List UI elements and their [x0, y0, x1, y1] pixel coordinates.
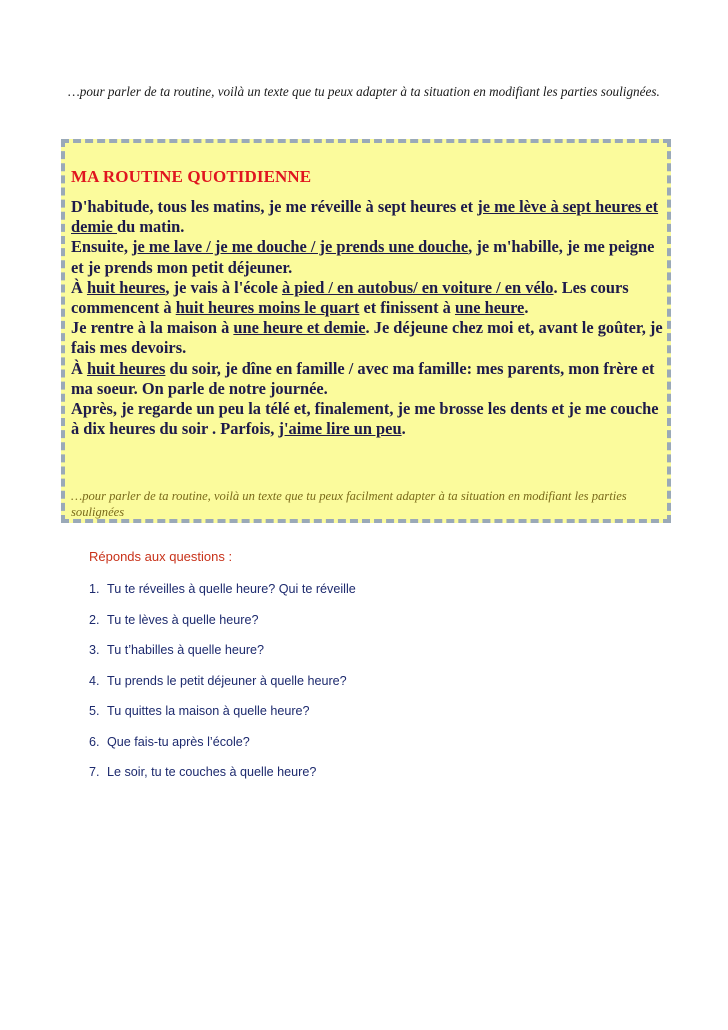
question-item: [89, 765, 356, 796]
text-segment: . Les cours commencent à: [71, 277, 629, 318]
question-number: 7.: [89, 765, 100, 779]
text-segment: D'habitude, tous les matins, je me réveille à sept heures et: [71, 197, 478, 216]
text-segment: Je rentre à la maison à: [71, 318, 234, 338]
box-note: …pour parler de ta routine, voilà un texte que tu peux facilment adapter à ta situation en modifiant les parties soulignées: [71, 489, 627, 519]
underlined-segment: huit heures: [86, 358, 166, 378]
paragraph-1: [71, 197, 665, 237]
paragraph-5: [71, 359, 665, 399]
question-text: Tu prends le petit déjeuner à quelle heure?: [107, 673, 347, 688]
question-item: [89, 643, 356, 674]
question-number: 6.: [89, 734, 100, 749]
question-number: 3.: [89, 643, 100, 657]
question-text: Que fais-tu après l’école?: [107, 734, 250, 749]
routine-box: [61, 139, 671, 523]
text-segment: , je m'habille, je me peigne et je prends mon petit déjeuner.: [71, 237, 655, 277]
underlined-segment: huit heures moins le quart: [175, 298, 360, 318]
paragraph-2: [71, 237, 665, 277]
underlined-segment: à pied / en autobus/ en voiture / en vélo: [281, 277, 554, 297]
intro-text: …pour parler de ta routine, voilà un texte que tu peux adapter à ta situation en modifiant les parties soulignées.: [68, 84, 660, 99]
question-text: Le soir, tu te couches à quelle heure?: [107, 765, 317, 779]
question-item: [89, 613, 356, 644]
text-segment: du matin.: [116, 217, 185, 237]
text-segment: Ensuite,: [71, 237, 133, 257]
question-number: 2.: [89, 612, 100, 627]
text-segment: , je vais à l'école: [165, 277, 282, 297]
question-text: Tu t’habilles à quelle heure?: [107, 643, 265, 657]
text-segment: du soir, je dîne en famille / avec ma famille: mes parents, mon frère et ma soeur. On parle de notre journée.: [71, 358, 655, 398]
underlined-segment: j'aime lire un peu: [278, 419, 402, 439]
paragraph-6: [71, 399, 665, 439]
paragraph-3: [71, 278, 665, 318]
question-item: [89, 674, 356, 705]
question-item: [89, 582, 356, 613]
underlined-segment: huit heures: [86, 277, 166, 297]
question-text: Tu quittes la maison à quelle heure?: [107, 704, 310, 718]
underlined-segment: je me lève à sept heures et demie: [71, 197, 659, 237]
questions-title: Réponds aux questions :: [89, 549, 233, 564]
question-number: 5.: [89, 704, 100, 718]
question-number: 1.: [89, 582, 100, 596]
underlined-segment: une heure et demie: [233, 318, 366, 338]
text-segment: À: [71, 358, 87, 378]
text-segment: Après, je regarde un peu la télé et, finalement, je me brosse les dents et je me couche à dix heures du soir . Parfois,: [71, 399, 659, 439]
question-text: Tu te lèves à quelle heure?: [107, 612, 259, 627]
routine-text: [71, 197, 665, 439]
questions-list: [89, 582, 356, 796]
underlined-segment: je me lave / je me douche / je prends une douche: [132, 237, 469, 257]
routine-title: MA ROUTINE QUOTIDIENNE: [71, 167, 312, 186]
text-segment: . Je déjeune chez moi et, avant le goûter, je fais mes devoirs.: [71, 318, 663, 358]
paragraph-4: [71, 318, 665, 358]
text-segment: À: [71, 277, 87, 297]
question-number: 4.: [89, 673, 100, 688]
text-segment: et finissent à: [359, 298, 455, 318]
text-segment: .: [524, 298, 529, 318]
text-segment: .: [401, 419, 406, 439]
question-item: [89, 704, 356, 735]
question-item: [89, 735, 356, 766]
underlined-segment: une heure: [454, 298, 525, 318]
question-text: Tu te réveilles à quelle heure? Qui te réveille: [107, 582, 356, 596]
